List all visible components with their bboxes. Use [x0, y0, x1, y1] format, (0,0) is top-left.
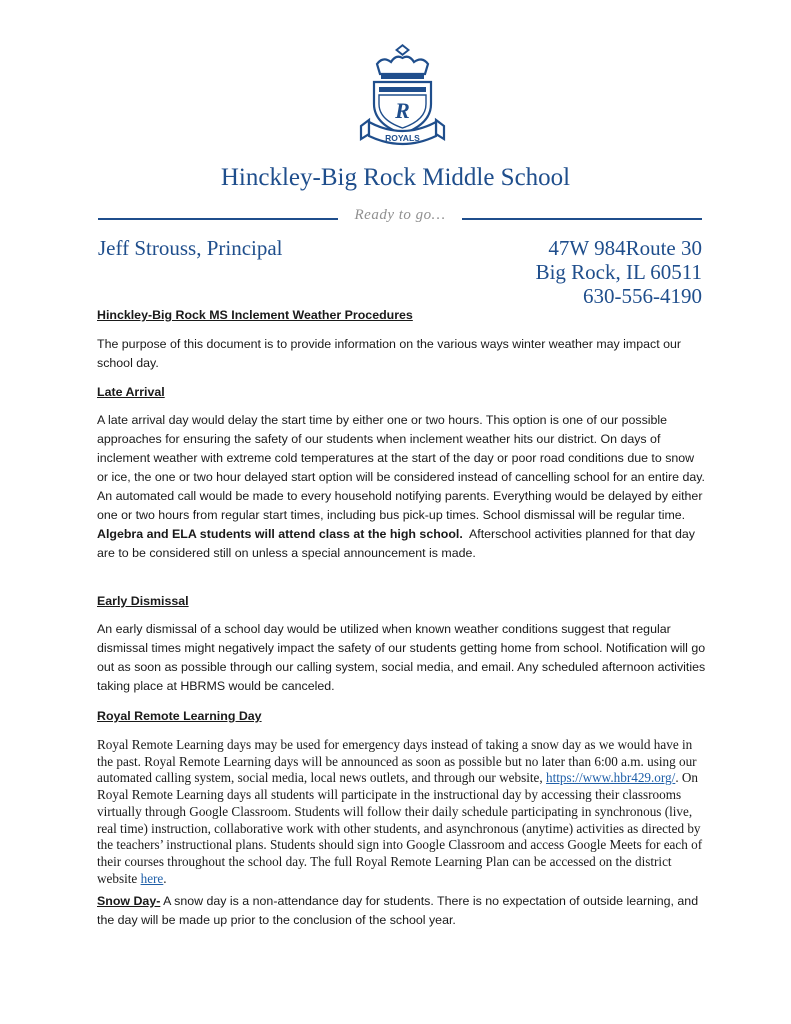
- remote-learning-text-1: Royal Remote Learning days may be used for emergency days instead of taking a snow day as we would have in the past. Royal Remote Learning days will be announced as soon as possible but no later than 6:00 a.m. using our automated calling system, social media, local news outlets, and through our website,: [97, 737, 697, 786]
- late-arrival-text: A late arrival day would delay the start time by either one or two hours. This option is one of our possible approaches for ensuring the safety of our students when inclement weather hits our district. On days of inclement weather with extreme cold temperatures at the start of the day or poor road conditions due to snow or ice, the one or two hour delayed start option will be considered instead of cancelling school for an entire day. An automated call would be made to every household notifying parents. Everything would be delayed by either one or two hours from regular start times, including bus pick-up times. School dismissal will be regular time.: [97, 413, 705, 522]
- remote-learning-paragraph: [97, 737, 709, 887]
- remote-plan-here-link[interactable]: here: [140, 870, 164, 886]
- late-arrival-heading: Late Arrival: [97, 385, 165, 399]
- address-city: Big Rock, IL 60511: [535, 260, 702, 284]
- principal-name: Jeff Strouss, Principal: [98, 236, 283, 260]
- divider-line-left: [98, 218, 338, 220]
- remote-learning-heading: Royal Remote Learning Day: [97, 709, 262, 723]
- late-arrival-text-after: Afterschool activities planned for that day are to be considered still on unless a special announcement is made.: [97, 527, 695, 560]
- early-dismissal-heading: Early Dismissal: [97, 594, 189, 608]
- document-title: Hinckley-Big Rock MS Inclement Weather Procedures: [97, 308, 413, 322]
- late-arrival-paragraph: [97, 411, 707, 563]
- school-crest-logo: [355, 40, 450, 150]
- snow-day-heading: Snow Day-: [97, 894, 161, 908]
- school-address: [536, 236, 702, 308]
- crest-monogram: R: [395, 98, 410, 123]
- district-website-link[interactable]: https://www.hbr429.org/: [546, 770, 676, 786]
- school-phone: 630-556-4190: [583, 284, 702, 308]
- divider-line-right: [462, 218, 702, 220]
- remote-learning-text-3: .: [163, 870, 167, 886]
- remote-learning-text-2: . On Royal Remote Learning days all students will participate in the instructional day by accessing their classrooms virtually through Google Classroom. Students will follow their daily schedule participating in synchronous (live, real time) instruction, collaborative work with other students, and asynchronous (anytime) activities as directed by the teachers’ instructional plans. Students should sign into Google Classroom and access Google Meets for each of their courses throughout the school day. The full Royal Remote Learning Plan can be accessed on the district website: [97, 770, 703, 886]
- late-arrival-bold-note: Algebra and ELA students will attend class at the high school.: [97, 527, 463, 541]
- address-street: 47W 984Route 30: [548, 236, 702, 260]
- snow-day-text: A snow day is a non-attendance day for students. There is no expectation of outside learning, and the day will be made up prior to the conclusion of the school year.: [97, 894, 699, 927]
- motto-divider: [98, 206, 702, 232]
- intro-paragraph: The purpose of this document is to provide information on the various ways winter weather may impact our school day.: [97, 337, 682, 370]
- school-name: Hinckley-Big Rock Middle School: [220, 164, 571, 191]
- school-motto: Ready to go…: [354, 207, 446, 223]
- crest-ribbon-label: ROYALS: [385, 133, 420, 143]
- snow-day-paragraph: [97, 892, 707, 930]
- early-dismissal-paragraph: An early dismissal of a school day would be utilized when known weather conditions suggest that regular dismissal times might negatively impact the safety of our students getting home from school. Notification will go out as soon as possible through our calling system, social media, and email. Any scheduled afternoon activities taking place at HBRMS would be canceled.: [97, 622, 706, 693]
